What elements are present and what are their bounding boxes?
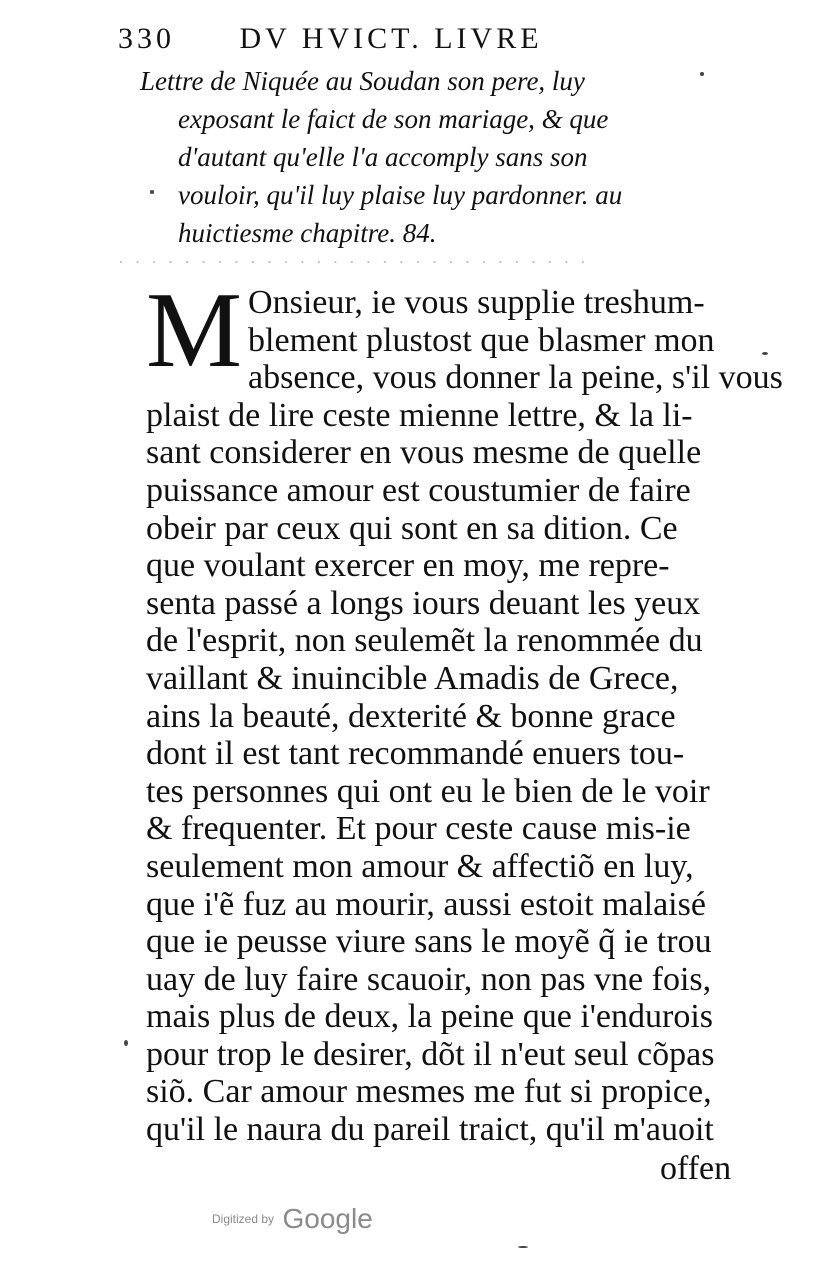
body-line: blement plustost que blasmer mon <box>248 321 715 359</box>
page-header <box>118 22 638 56</box>
drop-cap: M <box>146 271 243 390</box>
chapter-title-line: vouloir, qu'il luy plaise luy pardonner. au <box>178 180 623 210</box>
body-line: siõ. Car amour mesmes me fut si propice, <box>146 1073 712 1111</box>
body-line: absence, vous donner la peine, s'il vous <box>248 359 783 397</box>
body-line: puissance amour est coustumier de faire <box>146 471 691 509</box>
body-line: uay de luy faire scauoir, non pas vne fois, <box>146 960 712 998</box>
body-line: senta passé a longs iours deuant les yeux <box>146 584 701 622</box>
body-line: vaillant & inuincible Amadis de Grece, <box>146 659 679 697</box>
body-line: que i'ẽ fuz au mourir, aussi estoit malaisé <box>146 885 706 923</box>
body-line: obeir par ceux qui sont en sa dition. Ce <box>146 509 678 547</box>
ink-speck <box>518 1246 528 1248</box>
body-line: que voulant exercer en moy, me repre- <box>146 547 670 585</box>
running-head: DV HVICT. LIVRE <box>239 22 543 55</box>
body-line: plaist de lire ceste mienne lettre, & la li- <box>146 396 693 434</box>
ink-speck <box>762 352 768 355</box>
body-line: mais plus de deux, la peine que i'endurois <box>146 998 713 1036</box>
catchword: offen <box>660 1150 732 1187</box>
body-line: qu'il le naura du pareil traict, qu'il m'auoit <box>146 1111 714 1149</box>
body-line: ains la beauté, dexterité & bonne grace <box>146 697 676 735</box>
watermark-prefix: Digitized by <box>212 1212 275 1226</box>
body-line: sant considerer en vous mesme de quelle <box>146 434 702 472</box>
ink-speck <box>124 1040 128 1046</box>
body-line: tes personnes qui ont eu le bien de le voir <box>146 772 710 810</box>
digitization-watermark <box>212 1203 373 1235</box>
body-line: seulement mon amour & affectiõ en luy, <box>146 847 694 885</box>
ink-speck <box>150 190 154 194</box>
chapter-title-line: huictiesme chapitre. 84. <box>178 218 437 248</box>
chapter-title <box>140 62 740 252</box>
chapter-title-line: d'autant qu'elle l'a accomply sans son <box>178 142 588 172</box>
ink-speck <box>700 72 704 76</box>
body-line: pour trop le desirer, dõt il n'eut seul cõpas <box>146 1035 715 1073</box>
body-line: & frequenter. Et pour ceste cause mis-ie <box>146 810 691 848</box>
chapter-title-line: Lettre de Niquée au Soudan son pere, luy <box>140 66 585 96</box>
body-line: que ie peusse viure sans le moyẽ q̃ ie trou <box>146 923 712 961</box>
page-number: 330 <box>118 22 175 55</box>
watermark-brand: Google <box>282 1203 373 1234</box>
body-text <box>146 271 783 1149</box>
bleed-through-text: · · · · · · · · · · · · · · · · · · · · · · · · · · · · · <box>118 252 589 272</box>
body-line: dont il est tant recommandé enuers tou- <box>146 735 685 773</box>
chapter-title-line: exposant le faict de son mariage, & que <box>178 104 609 134</box>
body-line: de l'esprit, non seulemẽt la renommée du <box>146 622 703 660</box>
body-line: Onsieur, ie vous supplie treshum- <box>248 284 705 321</box>
